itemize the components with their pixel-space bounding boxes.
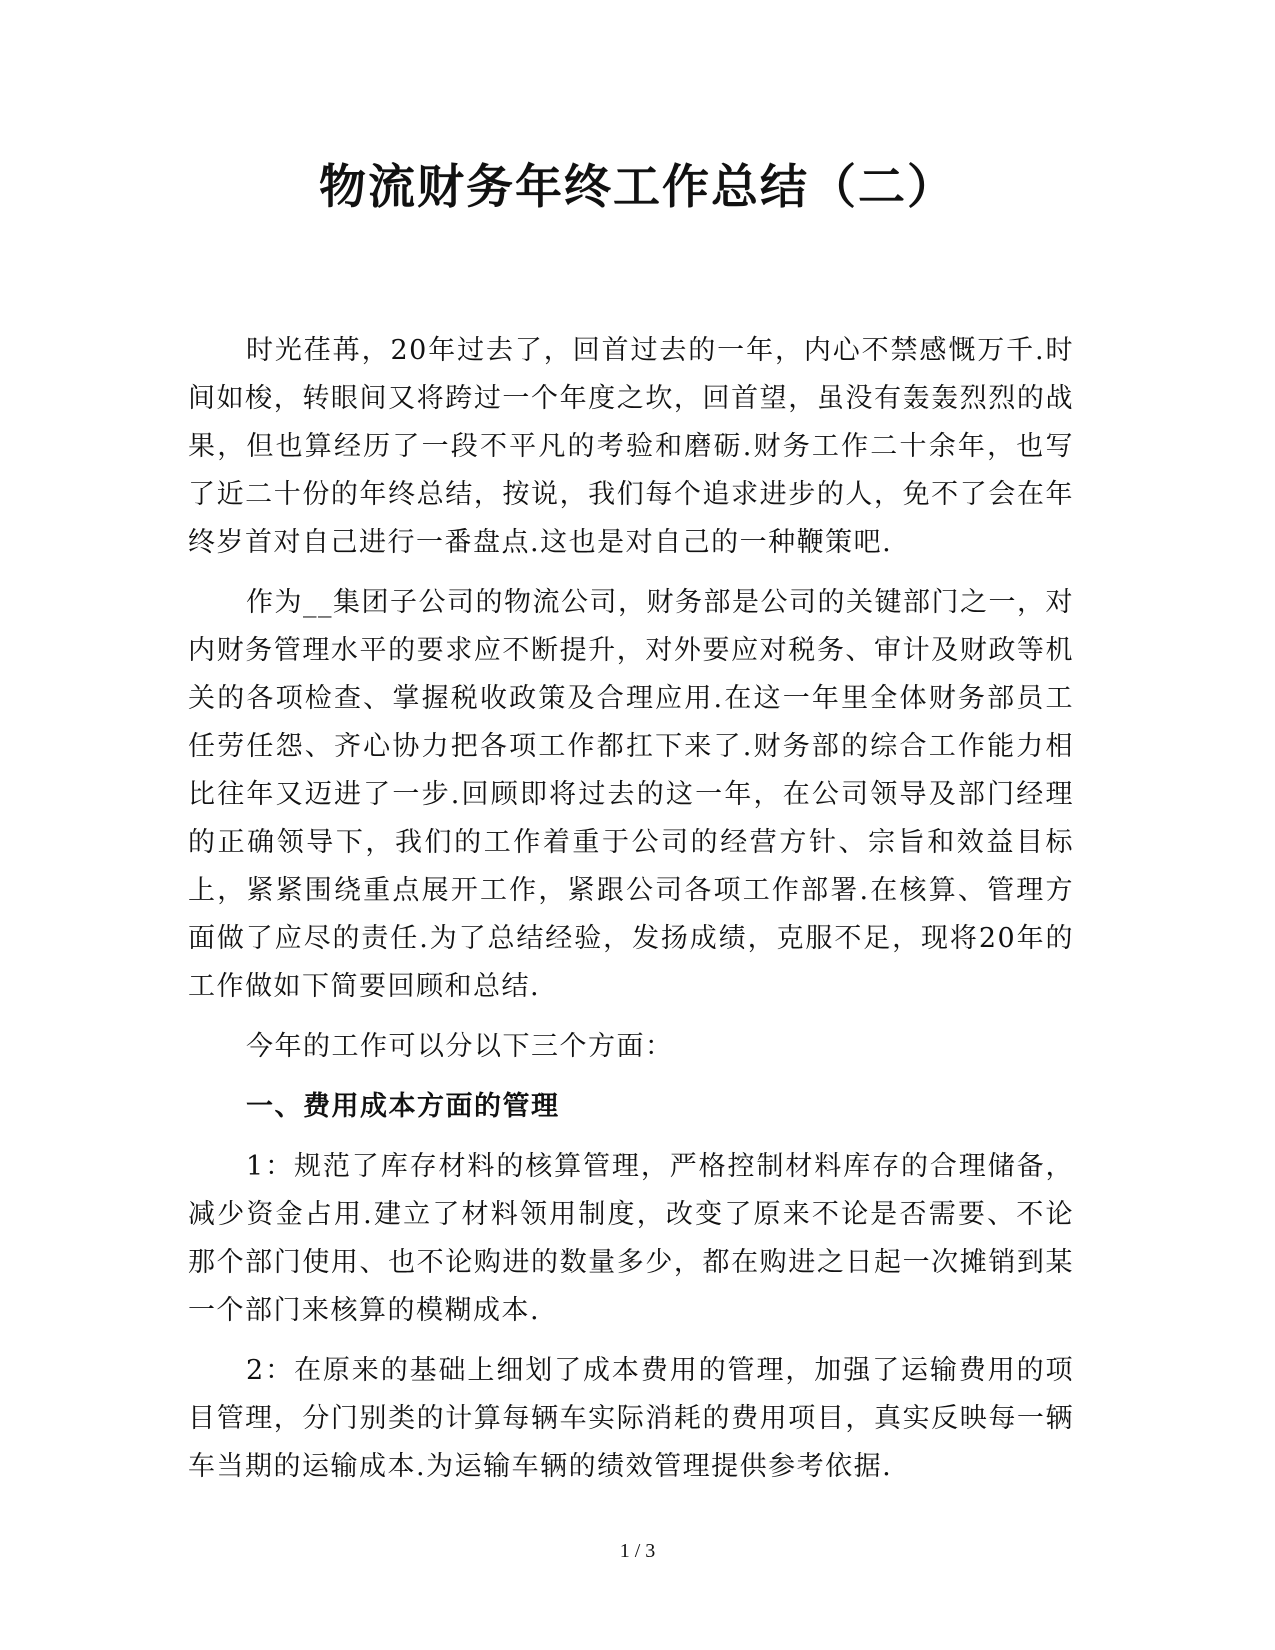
- paragraph-item-1: 1：规范了库存材料的核算管理，严格控制材料库存的合理储备，减少资金占用.建立了材料领用制度，改变了原来不论是否需要、不论那个部门使用、也不论购进的数量多少，都在购进之日起一次摊销到某一个部门来核算的模糊成本.: [188, 1151, 1074, 1326]
- paragraph-aspects: 今年的工作可以分以下三个方面：: [246, 1031, 674, 1062]
- document-body: [188, 327, 1074, 1503]
- paragraph-overview: 作为__集团子公司的物流公司，财务部是公司的关键部门之一，对内财务管理水平的要求应不断提升，对外要应对税务、审计及财政等机关的各项检查、掌握税收政策及合理应用.在这一年里全体财务部员工任劳任怨、齐心协力把各项工作都扛下来了.财务部的综合工作能力相比往年又迈进了一步.回顾即将过去的这一年，在公司领导及部门经理的正确领导下，我们的工作着重于公司的经营方针、宗旨和效益目标上，紧紧围绕重点展开工作，紧跟公司各项工作部署.在核算、管理方面做了应尽的责任.为了总结经验，发扬成绩，克服不足，现将20年的工作做如下简要回顾和总结.: [188, 587, 1074, 1002]
- section-heading: 一、费用成本方面的管理: [246, 1091, 560, 1122]
- page-number: 1 / 3: [619, 1540, 656, 1562]
- paragraph-intro: 时光荏苒，20年过去了，回首过去的一年，内心不禁感慨万千.时间如梭，转眼间又将跨过一个年度之坎，回首望，虽没有轰轰烈烈的战果，但也算经历了一段不平凡的考验和磨砺.财务工作二十余年，也写了近二十份的年终总结，按说，我们每个追求进步的人，免不了会在年终岁首对自己进行一番盘点.这也是对自己的一种鞭策吧.: [188, 335, 1074, 558]
- paragraph-item-2: 2：在原来的基础上细划了成本费用的管理，加强了运输费用的项目管理，分门别类的计算每辆车实际消耗的费用项目，真实反映每一辆车当期的运输成本.为运输车辆的绩效管理提供参考依据.: [188, 1355, 1074, 1482]
- document-title: 物流财务年终工作总结（二）: [319, 160, 956, 215]
